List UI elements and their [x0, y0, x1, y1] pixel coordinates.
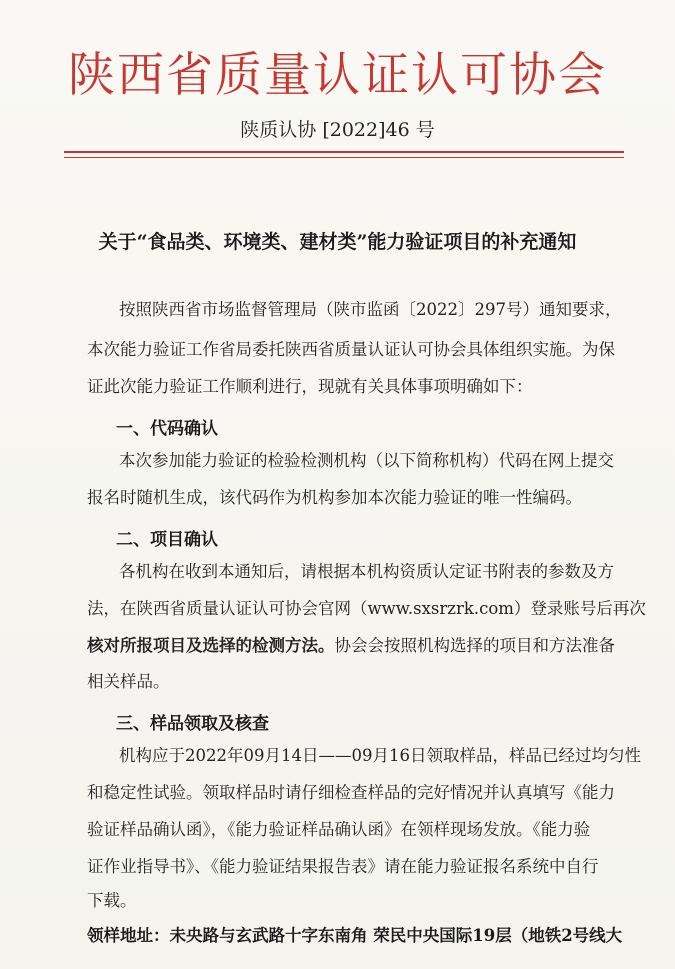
section2-emphasis: 核对所报项目及选择的检测方法。 — [87, 636, 335, 655]
header-divider-thin — [64, 157, 624, 158]
section3-line-4: 证作业指导书》、《能力验证结果报告表》请在能力验证报名系统中自行 — [87, 857, 599, 876]
section2-line-3-rest: 协会会按照机构选择的项目和方法准备 — [334, 636, 615, 655]
section2-line-3 — [87, 636, 635, 656]
section-heading-project: 二、项目确认 — [116, 530, 218, 550]
section2-line-2: 法，在陕西省质量认证认可协会官网（www.sxsrzrk.com）登录账号后再次 — [87, 599, 646, 618]
section3-line-5: 下载。 — [87, 891, 137, 910]
intro-line-1: 按照陕西省市场监督管理局（陕市监函〔2022〕297号）通知要求， — [119, 300, 622, 319]
section-heading-samples: 三、样品领取及核查 — [116, 714, 269, 734]
intro-line-2: 本次能力验证工作省局委托陕西省质量认证认可协会具体组织实施。为保 — [87, 340, 615, 359]
section3-line-2: 和稳定性试验。领取样品时请仔细检查样品的完好情况并认真填写《能力 — [87, 783, 615, 802]
intro-line-3: 证此次能力验证工作顺利进行，现就有关具体事项明确如下： — [87, 377, 533, 396]
section2-line-4: 相关样品。 — [87, 672, 170, 691]
header-divider — [64, 151, 624, 153]
org-title: 陕西省质量认证认可协会 — [68, 48, 607, 103]
section2-line-1: 各机构在收到本通知后，请根据本机构资质认定证书附表的参数及方 — [119, 562, 614, 581]
section1-line-1: 本次参加能力验证的检验检测机构（以下简称机构）代码在网上提交 — [119, 451, 614, 470]
doc-number: 陕质认协 [2022]46 号 — [240, 119, 435, 141]
section1-line-2: 报名时随机生成，该代码作为机构参加本次能力验证的唯一性编码。 — [87, 488, 582, 507]
section3-line-1: 机构应于2022年09月14日——09月16日领取样品，样品已经过均匀性 — [119, 746, 641, 765]
pickup-address: 领样地址：未央路与玄武路十字东南角 荣民中央国际19层（地铁2号线大 — [87, 926, 623, 945]
section-heading-code: 一、代码确认 — [116, 419, 218, 439]
notice-title: 关于“食品类、环境类、建材类”能力验证项目的补充通知 — [98, 231, 577, 253]
section3-line-3: 验证样品确认函》，《能力验证样品确认函》在领样现场发放。《能力验 — [87, 820, 591, 839]
